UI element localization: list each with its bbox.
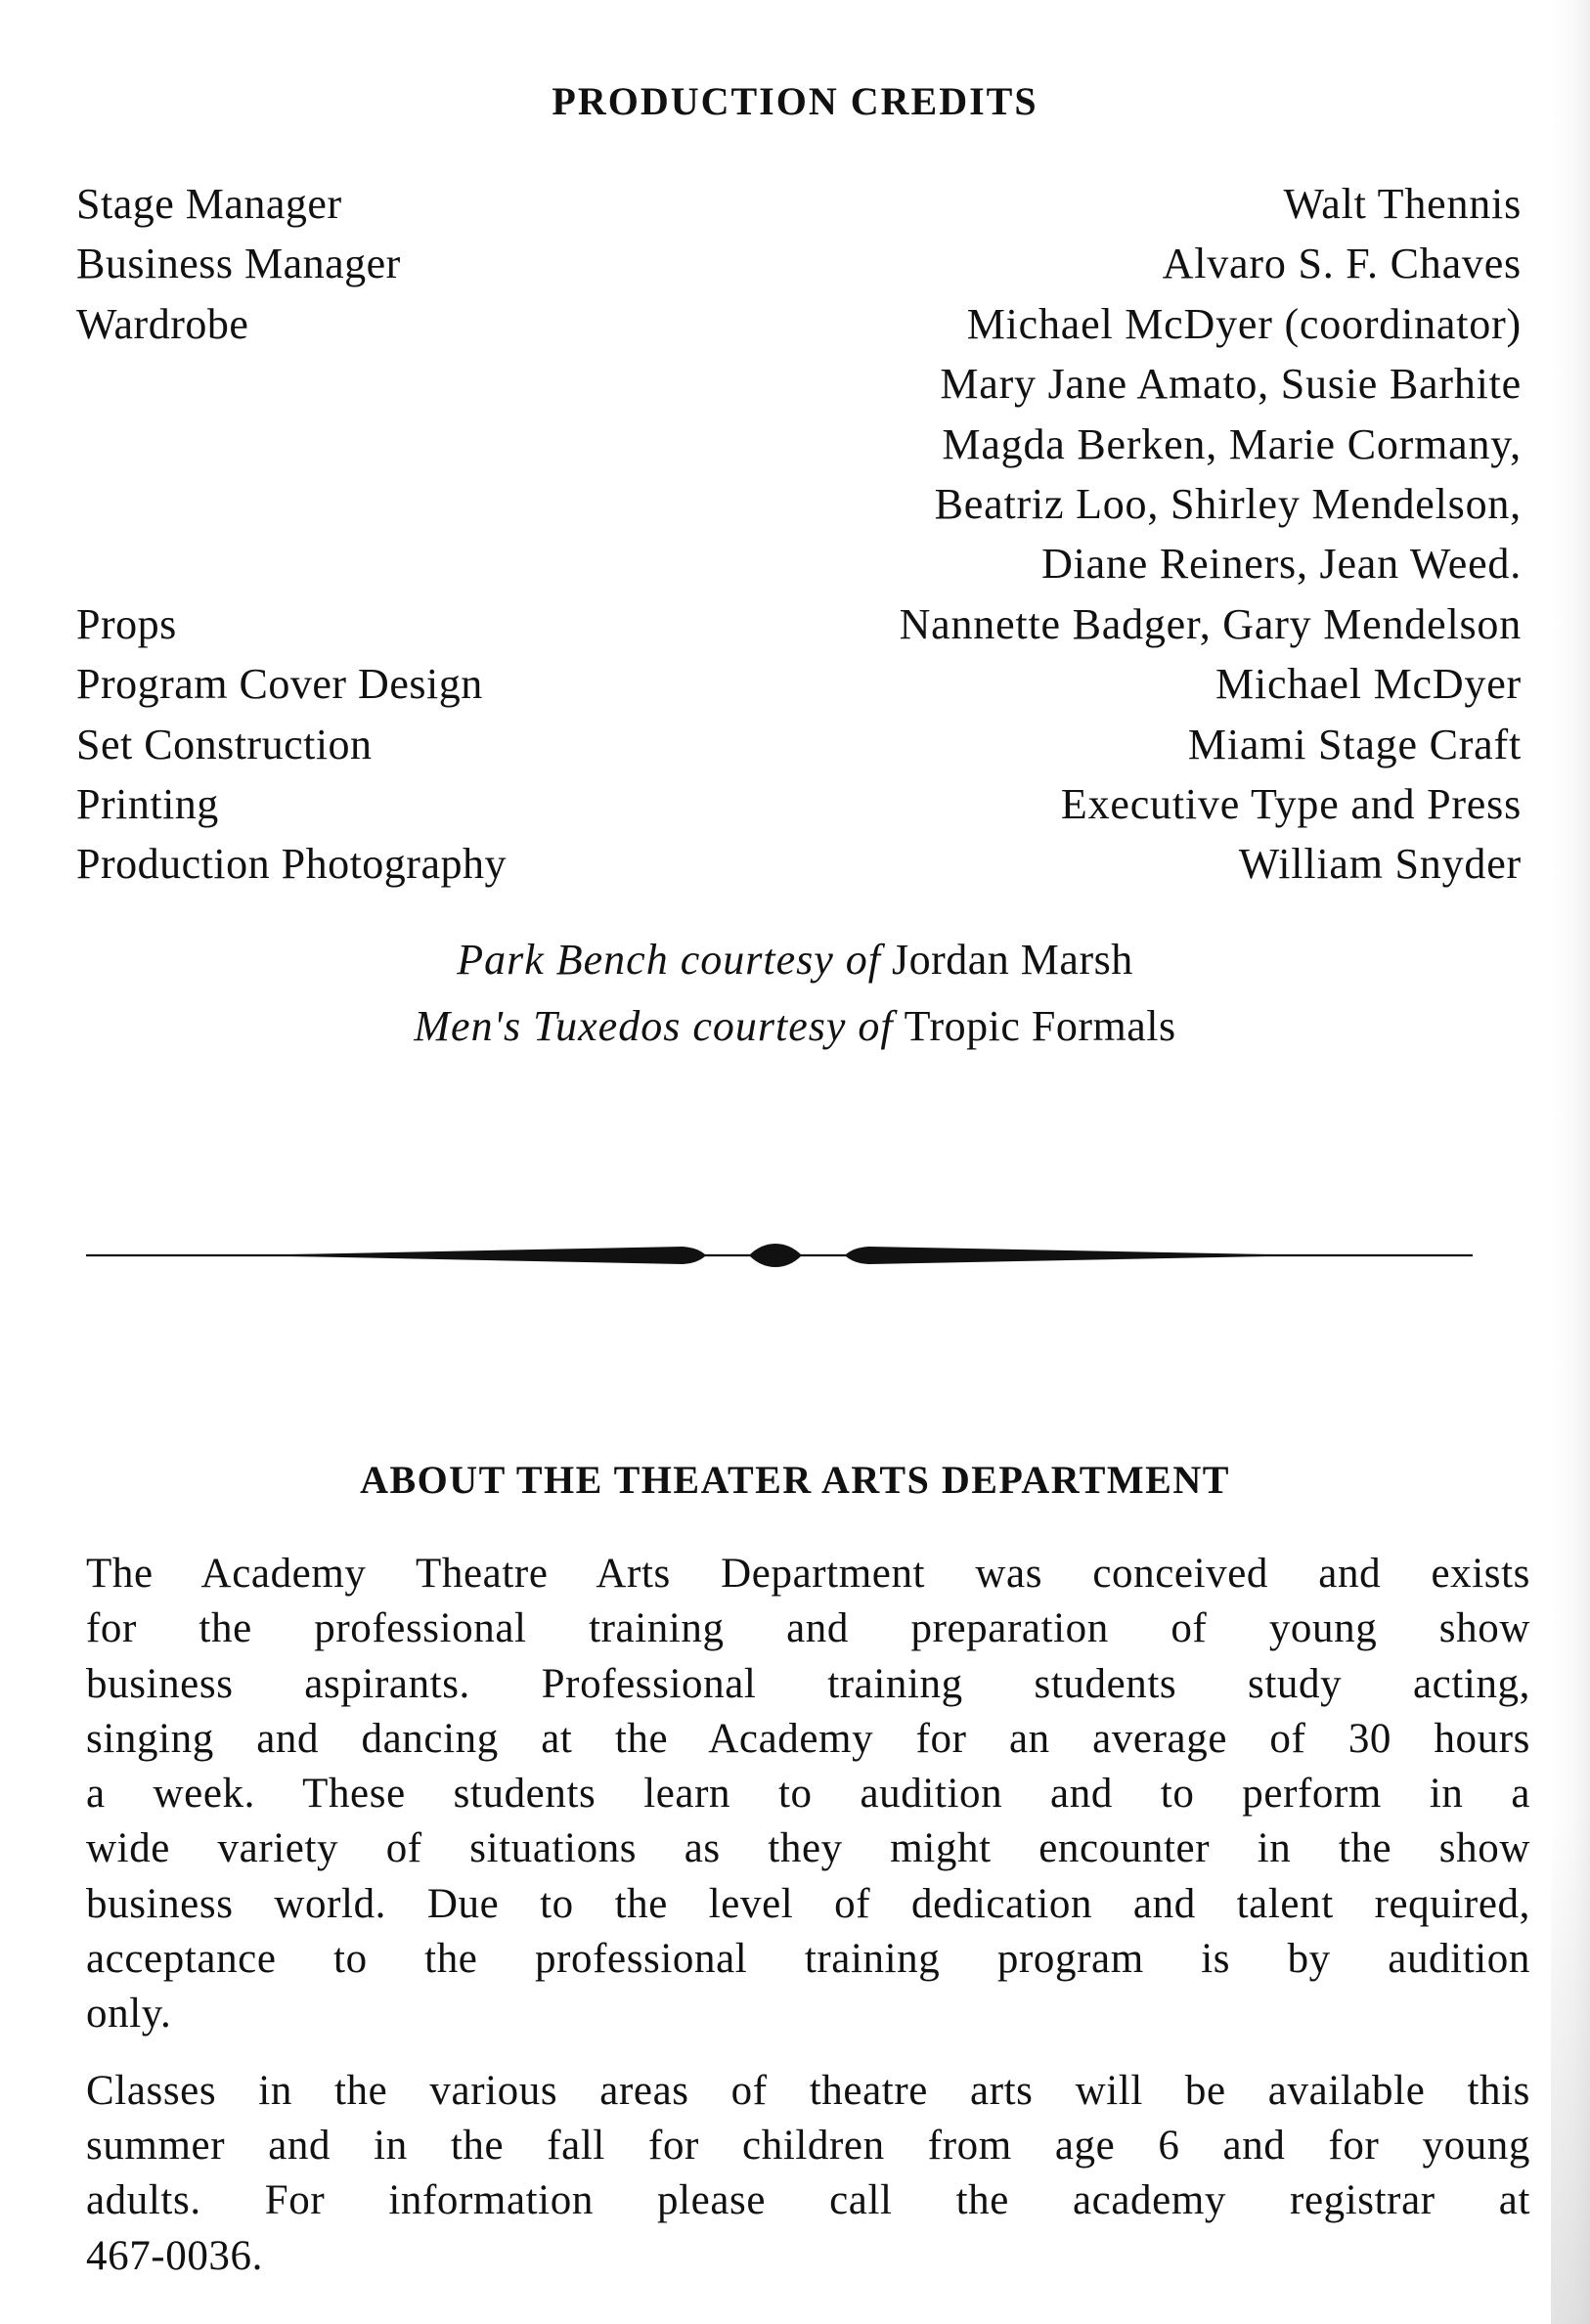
production-credits-title: PRODUCTION CREDITS	[552, 79, 1038, 123]
about-paragraph	[86, 2064, 1530, 2284]
credit-row-program-cover-design	[76, 654, 1522, 714]
courtesy-line-park-bench	[0, 927, 1590, 993]
credit-row-production-photography	[76, 834, 1522, 894]
text-line: Classes in the various areas of theatre arts will be available this	[86, 2067, 1530, 2114]
courtesy-item: Park Bench courtesy of	[457, 936, 881, 984]
credit-name: Alvaro S. F. Chaves	[1162, 240, 1522, 288]
courtesy-line-tuxedos	[0, 993, 1590, 1060]
credit-row-printing	[76, 774, 1522, 834]
about-department-title: ABOUT THE THEATER ARTS DEPARTMENT	[360, 1458, 1230, 1502]
credit-names	[935, 294, 1522, 594]
credit-role: Business Manager	[76, 240, 401, 288]
page-gutter-shadow	[1551, 0, 1590, 2324]
text-line: wide variety of situations as they might encounter in the show	[86, 1825, 1530, 1872]
credit-name: William Snyder	[1238, 840, 1522, 889]
ornamental-rule-icon	[86, 1234, 1473, 1275]
courtesy-notes	[0, 927, 1590, 1060]
credit-name: Walt Thennis	[1283, 180, 1522, 228]
about-paragraph	[86, 1547, 1530, 2042]
credit-name: Nannette Badger, Gary Mendelson	[899, 599, 1522, 648]
credit-names	[1188, 715, 1522, 774]
text-line: singing and dancing at the Academy for an average of 30 hours	[86, 1715, 1530, 1762]
credit-role: Production Photography	[76, 840, 507, 889]
credit-role: Props	[76, 599, 177, 648]
credit-role: Program Cover Design	[76, 660, 483, 709]
credit-names	[900, 594, 1522, 654]
text-line: summer and in the fall for children from age 6 and for young	[86, 2122, 1530, 2169]
credit-name: Beatriz Loo, Shirley Mendelson,	[934, 480, 1522, 529]
text-line: The Academy Theatre Arts Department was conceived and exists	[86, 1551, 1530, 1597]
text-line: for the professional training and preparation of young show	[86, 1605, 1530, 1652]
credit-name: Executive Type and Press	[1060, 780, 1522, 829]
credit-name: Diane Reiners, Jean Weed.	[1041, 540, 1522, 589]
credit-name: Magda Berken, Marie Cormany,	[942, 419, 1522, 468]
credit-name: Mary Jane Amato, Susie Barhite	[940, 360, 1522, 409]
credit-row-business-manager	[76, 234, 1522, 293]
credit-names	[1239, 834, 1522, 894]
text-line: only.	[86, 1991, 172, 2038]
credit-names	[1283, 174, 1522, 234]
credit-name: Michael McDyer	[1215, 660, 1522, 709]
credit-names	[1163, 234, 1522, 293]
credit-role: Set Construction	[76, 720, 373, 768]
credits-list	[76, 174, 1522, 895]
credit-names	[1061, 774, 1522, 834]
credit-row-stage-manager	[76, 174, 1522, 234]
text-line: business world. Due to the level of dedication and talent required,	[86, 1880, 1530, 1927]
credit-role: Printing	[76, 780, 219, 829]
courtesy-donor: Jordan Marsh	[892, 936, 1133, 984]
about-department-body	[86, 1547, 1530, 2305]
courtesy-donor: Tropic Formals	[904, 1002, 1176, 1050]
credit-name: Michael McDyer (coordinator)	[966, 299, 1522, 348]
rule-center-ornament	[749, 1244, 802, 1267]
rule-left-spindle	[243, 1247, 706, 1264]
credit-row-wardrobe	[76, 294, 1522, 594]
credit-role: Stage Manager	[76, 180, 342, 228]
rule-right-spindle	[845, 1247, 1316, 1264]
credit-row-set-construction	[76, 715, 1522, 774]
credit-role: Wardrobe	[76, 299, 249, 348]
credit-name: Miami Stage Craft	[1187, 720, 1522, 768]
credit-row-props	[76, 594, 1522, 654]
text-line: business aspirants. Professional training students study acting,	[86, 1660, 1530, 1707]
text-line: acceptance to the professional training program is by audition	[86, 1936, 1530, 1983]
courtesy-item: Men's Tuxedos courtesy of	[414, 1002, 894, 1050]
text-line: a week. These students learn to audition and to perform in a	[86, 1771, 1530, 1818]
text-line: 467-0036.	[86, 2232, 263, 2279]
text-line: adults. For information please call the academy registrar at	[86, 2177, 1530, 2224]
credit-names	[1215, 654, 1522, 714]
